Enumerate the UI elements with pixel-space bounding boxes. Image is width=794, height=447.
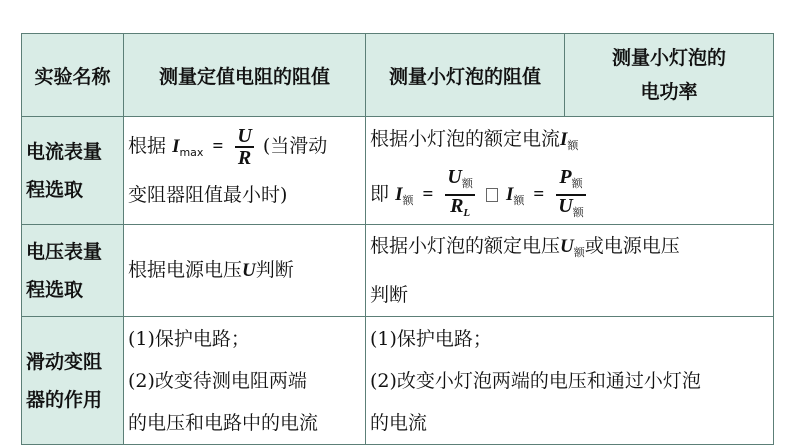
row-head-line2: 程选取 bbox=[26, 178, 84, 201]
equals-sign: = bbox=[212, 136, 224, 157]
equals-sign: = bbox=[533, 184, 545, 205]
subscript-rated: 额 bbox=[567, 139, 579, 152]
subscript-rated: 额 bbox=[402, 194, 414, 207]
table-row bbox=[22, 117, 774, 225]
symbol-U: U bbox=[242, 260, 256, 281]
row-head-line1: 电压表量 bbox=[26, 240, 103, 263]
subscript-rated: 额 bbox=[573, 246, 585, 259]
denominator-R: R bbox=[237, 147, 252, 169]
text-prefix: 根据 bbox=[128, 135, 167, 157]
subscript-rated: 额 bbox=[571, 177, 583, 190]
table-row bbox=[22, 317, 774, 445]
cell-line: (2)改变待测电阻两端 bbox=[128, 369, 307, 392]
fraction-P-over-U bbox=[556, 167, 585, 223]
cell-voltmeter-fixed-resistor bbox=[124, 225, 366, 317]
row-head-line1: 滑动变阻 bbox=[26, 350, 103, 373]
placeholder-box-icon bbox=[486, 188, 498, 202]
cell-rheostat-fixed-resistor bbox=[124, 317, 366, 445]
subscript-L: L bbox=[463, 207, 471, 219]
header-bulb-resistance: 测量小灯泡的阻值 bbox=[366, 34, 565, 117]
row-head-line2: 器的作用 bbox=[26, 388, 103, 411]
row-head-ammeter-range bbox=[22, 117, 124, 225]
row-head-line2: 程选取 bbox=[26, 278, 84, 301]
header-bulb-power-line1: 测量小灯泡的 bbox=[611, 47, 726, 69]
subscript-rated: 额 bbox=[461, 177, 473, 190]
symbol-R: R bbox=[450, 195, 464, 217]
symbol-I: I bbox=[505, 184, 514, 205]
symbol-U: U bbox=[560, 236, 574, 257]
cell-line bbox=[370, 118, 769, 167]
cell-line bbox=[128, 125, 361, 174]
table-row bbox=[22, 225, 774, 317]
text-suffix: 或电源电压 bbox=[584, 235, 680, 257]
cell-line bbox=[370, 167, 769, 223]
denominator-RL bbox=[445, 196, 474, 223]
cell-line: 的电压和电路中的电流 bbox=[128, 411, 319, 434]
cell-line: (2)改变小灯泡两端的电压和通过小灯泡 bbox=[370, 369, 701, 392]
text-prefix: 根据小灯泡的额定电压 bbox=[370, 235, 561, 257]
header-bulb-power bbox=[565, 34, 774, 117]
fraction-U-over-RL bbox=[445, 167, 474, 223]
cell-line bbox=[370, 225, 769, 274]
symbol-I: I bbox=[395, 184, 403, 205]
cell-line: 变阻器阻值最小时) bbox=[128, 184, 288, 206]
symbol-P: P bbox=[559, 166, 572, 188]
symbol-I: I bbox=[560, 129, 568, 150]
cell-line: (1)保护电路； bbox=[128, 327, 250, 350]
symbol-U: U bbox=[558, 195, 573, 217]
denominator-U bbox=[556, 196, 585, 223]
cell-voltmeter-bulb bbox=[366, 225, 774, 317]
row-head-rheostat-role bbox=[22, 317, 124, 445]
equals-sign: = bbox=[422, 184, 434, 205]
text-prefix: 根据电源电压 bbox=[128, 259, 243, 281]
comparison-table bbox=[21, 33, 774, 445]
fraction-U-over-R bbox=[235, 126, 253, 168]
cell-line: (1)保护电路； bbox=[370, 327, 492, 350]
numerator-U: U bbox=[237, 125, 252, 147]
subscript-max: max bbox=[179, 146, 204, 159]
header-bulb-power-line2: 电功率 bbox=[640, 81, 698, 103]
header-experiment-name: 实验名称 bbox=[22, 34, 124, 117]
symbol-U: U bbox=[447, 166, 462, 188]
cell-ammeter-fixed-resistor bbox=[124, 117, 366, 225]
text-prefix: 即 bbox=[370, 183, 390, 205]
numerator-U bbox=[445, 167, 474, 196]
row-head-voltmeter-range bbox=[22, 225, 124, 317]
subscript-rated: 额 bbox=[572, 206, 584, 219]
symbol-I: I bbox=[172, 136, 180, 157]
cell-line: 的电流 bbox=[370, 411, 428, 434]
row-head-line1: 电流表量 bbox=[26, 140, 103, 163]
text-suffix: (当滑动 bbox=[262, 135, 328, 157]
header-row bbox=[22, 34, 774, 117]
cell-ammeter-bulb bbox=[366, 117, 774, 225]
cell-rheostat-bulb bbox=[366, 317, 774, 445]
numerator-P bbox=[556, 167, 585, 196]
text-suffix: 判断 bbox=[255, 259, 294, 281]
subscript-rated: 额 bbox=[513, 194, 525, 207]
cell-line: 判断 bbox=[370, 284, 409, 306]
text-line1: 根据小灯泡的额定电流 bbox=[370, 128, 561, 150]
header-fixed-resistor: 测量定值电阻的阻值 bbox=[124, 34, 366, 117]
